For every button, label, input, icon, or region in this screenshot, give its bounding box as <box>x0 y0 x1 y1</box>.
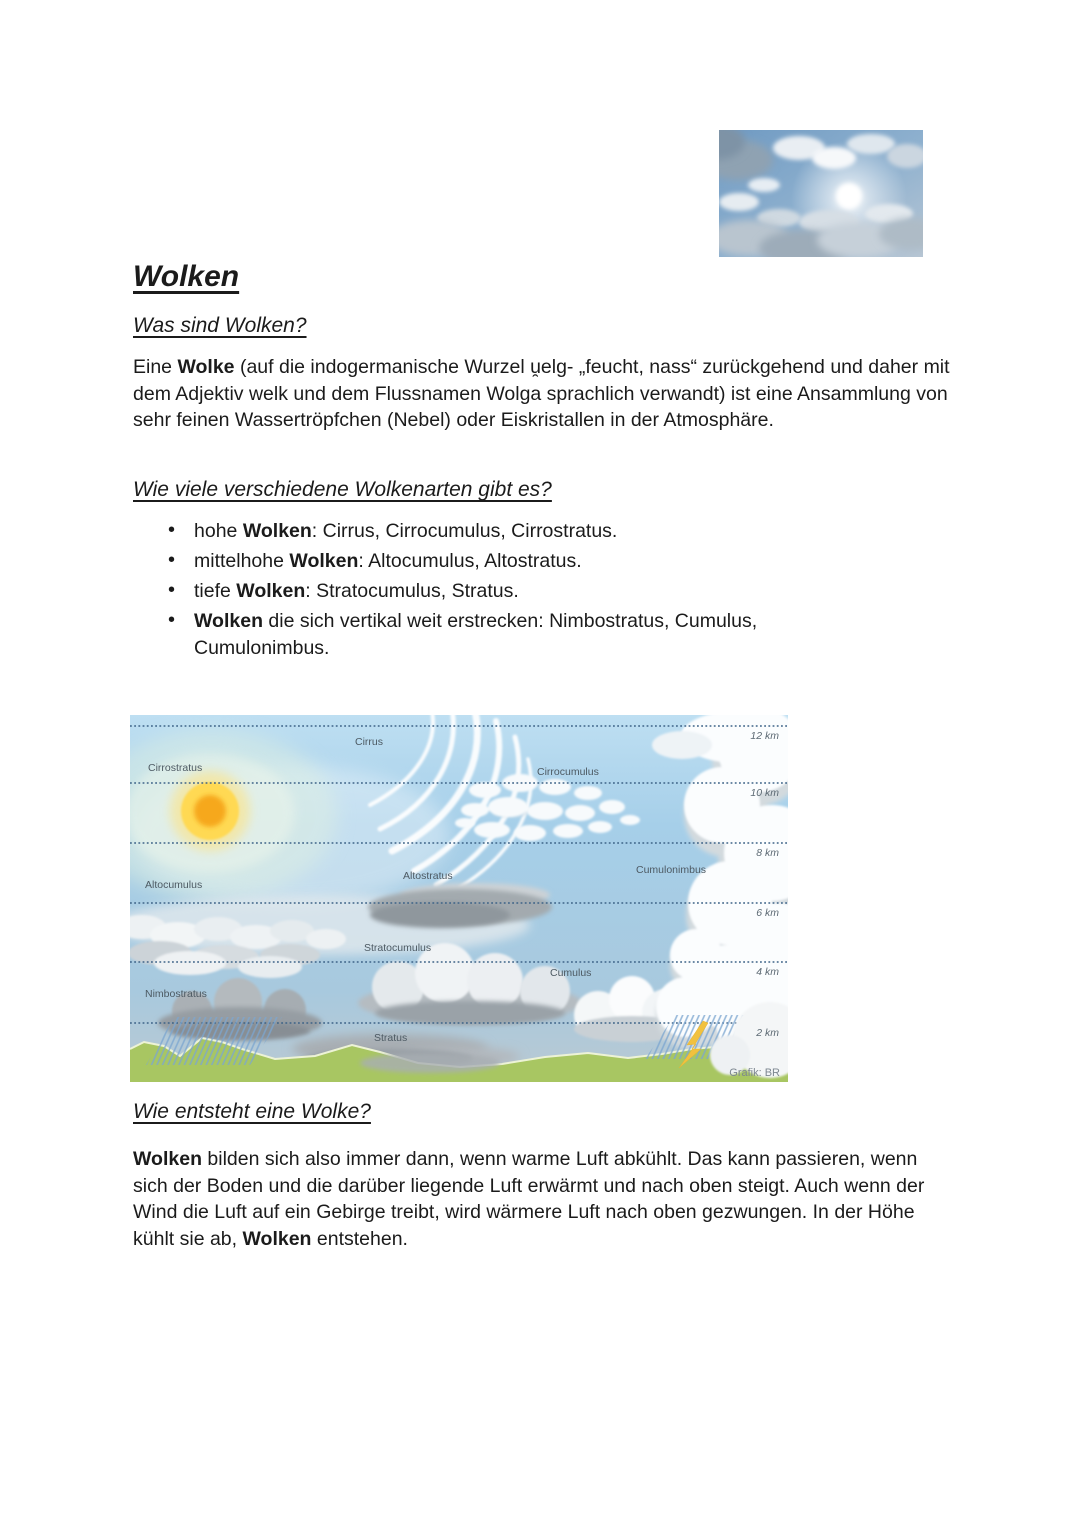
cloud-label-cirrostratus: Cirrostratus <box>148 762 203 774</box>
text-segment-bold: Wolken <box>242 1227 312 1250</box>
paragraph-what-are-clouds <box>133 354 955 434</box>
text-segment: mittelhohe <box>194 550 290 572</box>
heading-cloud-types: Wie viele verschiedene Wolkenarten gibt es? <box>133 478 552 501</box>
cloud-types-list <box>163 518 843 665</box>
cloud-label-cumulonimbus: Cumulonimbus <box>636 864 707 876</box>
text-segment-bold: Wolken <box>242 520 312 542</box>
cloud-label-altocumulus: Altocumulus <box>145 879 203 891</box>
text-segment: tiefe <box>194 580 237 602</box>
text-segment-bold: Wolken <box>289 550 359 572</box>
text-segment-bold: Wolke <box>177 356 235 378</box>
cloud-label-cirrus: Cirrus <box>355 736 383 748</box>
cloud-label-stratus: Stratus <box>374 1032 408 1044</box>
text-segment-bold: Wolken <box>194 610 263 632</box>
page-title: Wolken <box>133 260 240 293</box>
list-item-vertical-clouds <box>163 608 843 661</box>
cloud-label-altostratus: Altostratus <box>403 870 453 882</box>
altitude-label-2km: 2 km <box>756 1027 779 1039</box>
text-segment: : Stratocumulus, Stratus. <box>305 580 519 602</box>
list-item-low-clouds <box>163 578 843 605</box>
cloud-label-cumulus: Cumulus <box>550 967 592 979</box>
text-segment-bold: Wolken <box>236 580 306 602</box>
altitude-label-6km: 6 km <box>756 907 779 919</box>
cloud-label-cirrocumulus: Cirrocumulus <box>537 766 599 778</box>
altitude-label-10km: 10 km <box>750 787 779 799</box>
cloud-altitude-diagram <box>130 715 788 1082</box>
text-segment: hohe <box>194 520 243 542</box>
cloud-label-nimbostratus: Nimbostratus <box>145 988 207 1000</box>
text-segment: : Altocumulus, Altostratus. <box>358 550 582 572</box>
list-item-high-clouds <box>163 518 843 545</box>
altitude-label-12km: 12 km <box>750 730 779 742</box>
sky-photo <box>719 130 923 257</box>
paragraph-cloud-formation <box>133 1146 957 1252</box>
text-segment: Eine <box>133 356 178 378</box>
heading-what-are-clouds: Was sind Wolken? <box>133 314 307 337</box>
stratus-foreground <box>360 1053 500 1073</box>
diagram-credit: Grafik: BR <box>729 1067 780 1079</box>
text-segment: bilden sich also immer dann, wenn warme Luft abkühlt. Das kann passieren, wenn sich der Boden und die darüber liegende Luft erwärmt und nach oben steigt. Auch wenn der Wind die Luft auf ein Gebirge treibt, wird wärmere Luft nach oben gezwungen. In der Höhe kühlt sie ab, <box>133 1148 925 1250</box>
list-item-mid-clouds <box>163 548 843 575</box>
text-segment-bold: Wolken <box>133 1148 202 1170</box>
text-segment: die sich vertikal weit erstrecken: Nimbostratus, Cumulus, Cumulonimbus. <box>194 610 758 659</box>
altitude-label-4km: 4 km <box>756 966 779 978</box>
text-segment: (auf die indogermanische Wurzel u̯elg- „feucht, nass“ zurückgehend und daher mit dem Adjektiv welk und dem Flussnamen Wolga sprachlich verwandt) ist eine Ansammlung von sehr feinen Wassertröpfchen (Nebel) oder Eiskristallen in der Atmosphäre. <box>133 356 950 431</box>
altitude-label-8km: 8 km <box>756 847 779 859</box>
heading-cloud-formation: Wie entsteht eine Wolke? <box>133 1100 371 1123</box>
text-segment: : Cirrus, Cirrocumulus, Cirrostratus. <box>311 520 618 542</box>
cloud-label-stratocumulus: Stratocumulus <box>364 942 432 954</box>
text-segment: entstehen. <box>311 1227 408 1250</box>
